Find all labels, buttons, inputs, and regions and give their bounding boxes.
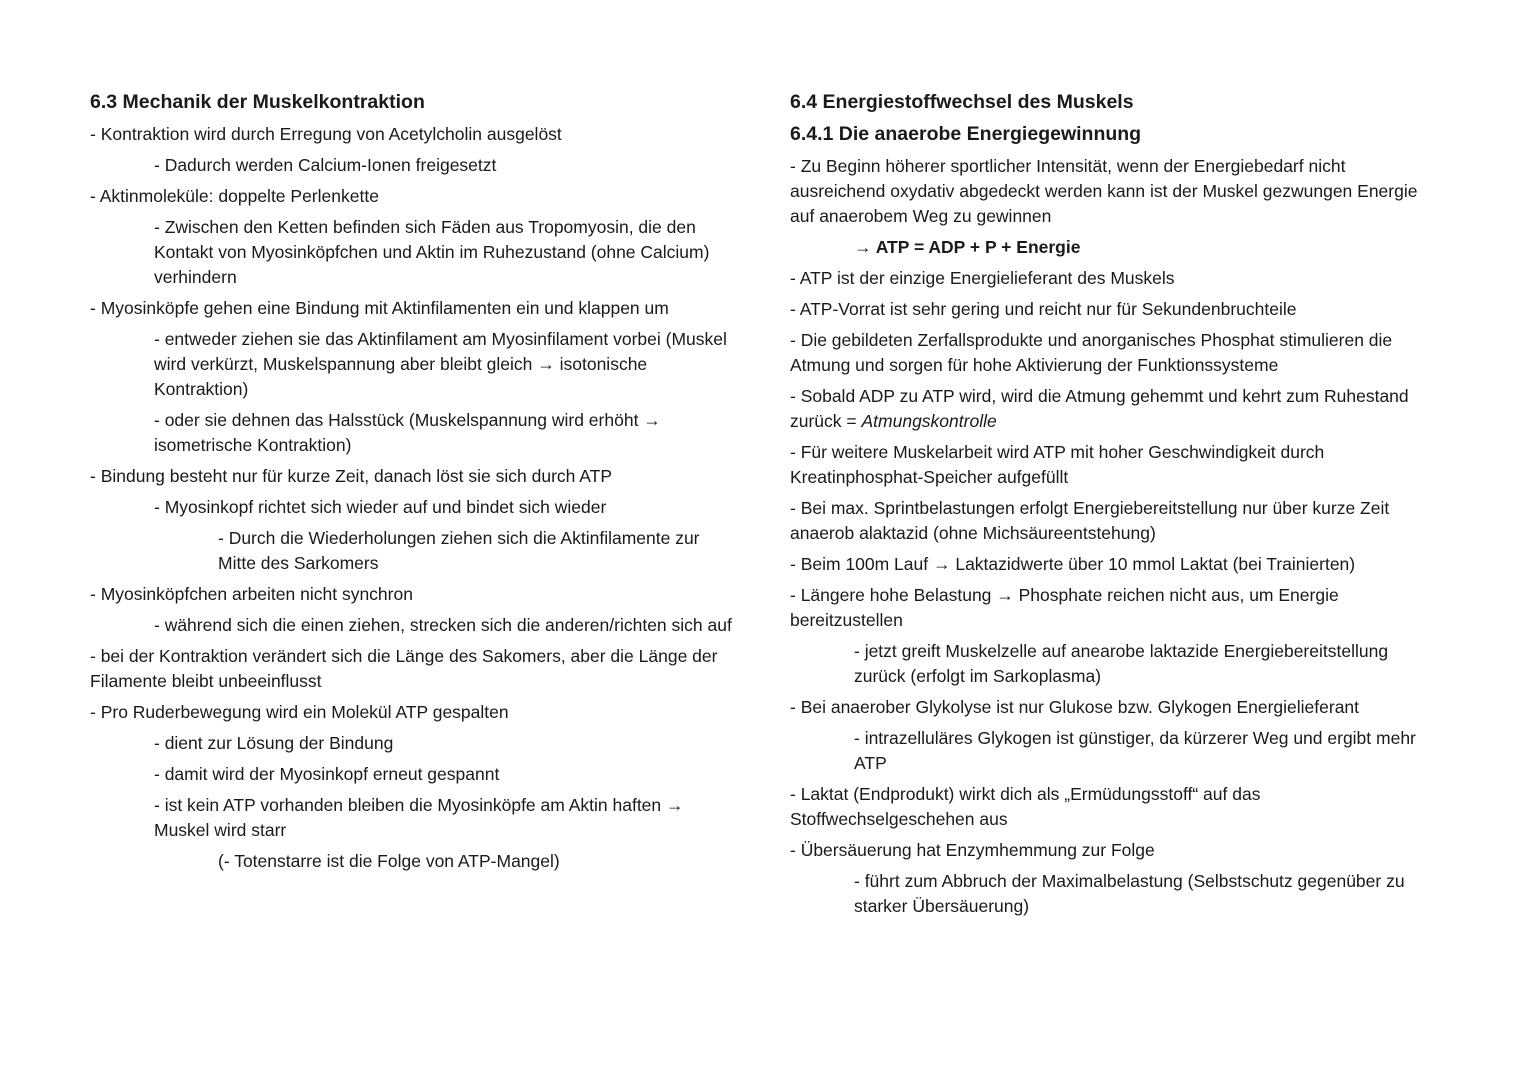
list-item <box>154 327 740 402</box>
list-item-text: - ATP-Vorrat ist sehr gering und reicht nur für Sekundenbruchteile <box>790 299 1297 319</box>
list-item-text: - jetzt greift Muskelzelle auf anearobe laktazide Energiebereitstellung zurück (erfolgt im Sarkoplasma) <box>854 641 1389 686</box>
list-item-text: - oder sie dehnen das Halsstück (Muskelspannung wird erhöht → isometrische Kontraktion) <box>154 410 661 455</box>
list-item-text: - Myosinkopf richtet sich wieder auf und bindet sich wieder <box>154 497 607 517</box>
list-item-text: → ATP = ADP + P + Energie <box>854 237 1081 257</box>
list-item <box>90 464 740 489</box>
list-item <box>790 328 1440 378</box>
section-muscle-mechanics <box>90 90 740 880</box>
list-item <box>154 495 740 520</box>
list-item <box>790 154 1440 229</box>
list-item-text: - Aktinmoleküle: doppelte Perlenkette <box>90 186 379 206</box>
list-item-text: - Myosinköpfchen arbeiten nicht synchron <box>90 584 413 604</box>
list-item <box>90 700 740 725</box>
list-item-text: - Für weitere Muskelarbeit wird ATP mit hoher Geschwindigkeit durch Kreatinphosphat-Speicher aufgefüllt <box>790 442 1325 487</box>
list-item <box>790 440 1440 490</box>
list-item <box>790 782 1440 832</box>
list-item-text: - ATP ist der einzige Energielieferant des Muskels <box>790 268 1175 288</box>
list-item-text: - Längere hohe Belastung → Phosphate reichen nicht aus, um Energie bereitzustellen <box>790 585 1339 630</box>
list-item <box>790 266 1440 291</box>
list-item <box>854 235 1440 260</box>
list-item-text: - Myosinköpfe gehen eine Bindung mit Aktinfilamenten ein und klappen um <box>90 298 669 318</box>
list-item-text: - Zwischen den Ketten befinden sich Fäden aus Tropomyosin, die den Kontakt von Myosinköpfchen und Aktin im Ruhezustand (ohne Calcium) verhindern <box>154 217 710 287</box>
list-item <box>90 122 740 147</box>
list-item <box>90 582 740 607</box>
list-item <box>154 793 740 843</box>
list-item <box>154 613 740 638</box>
list-item-text: - Laktat (Endprodukt) wirkt dich als „Ermüdungsstoff“ auf das Stoffwechselgeschehen aus <box>790 784 1261 829</box>
list-item-text: - Pro Ruderbewegung wird ein Molekül ATP gespalten <box>90 702 509 722</box>
subsection-title: 6.4.1 Die anaerobe Energiegewinnung <box>790 123 1142 145</box>
list-item-text: - Bei max. Sprintbelastungen erfolgt Energiebereitstellung nur über kurze Zeit anaerob alaktazid (ohne Michsäureentstehung) <box>790 498 1390 543</box>
list-item-text: - Übersäuerung hat Enzymhemmung zur Folge <box>790 840 1155 860</box>
list-item-text: - Bindung besteht nur für kurze Zeit, danach löst sie sich durch ATP <box>90 466 613 486</box>
list-item-text: - Zu Beginn höherer sportlicher Intensität, wenn der Energiebedarf nicht ausreichend oxydativ abgedeckt werden kann ist der Muskel gezwungen Energie auf anaerobem Weg zu gewinnen <box>790 156 1418 226</box>
list-item <box>90 184 740 209</box>
list-item <box>154 215 740 290</box>
list-item <box>154 762 740 787</box>
list-item-text: - entweder ziehen sie das Aktinfilament am Myosinfilament vorbei (Muskel wird verkürzt, Muskelspannung aber bleibt gleich → isotonische Kontraktion) <box>154 329 727 399</box>
list-item <box>790 695 1440 720</box>
emphasized-term: Atmungskontrolle <box>861 411 997 431</box>
section-energy-metabolism <box>790 90 1440 925</box>
list-item <box>790 552 1440 577</box>
list-item-text: - intrazelluläres Glykogen ist günstiger, da kürzerer Weg und ergibt mehr ATP <box>854 728 1416 773</box>
list-item <box>790 838 1440 863</box>
list-item-text: - Durch die Wiederholungen ziehen sich die Aktinfilamente zur Mitte des Sarkomers <box>218 528 700 573</box>
list-item-text: - Beim 100m Lauf → Laktazidwerte über 10 mmol Laktat (bei Trainierten) <box>790 554 1356 574</box>
list-item <box>90 644 740 694</box>
section-title: 6.4 Energiestoffwechsel des Muskels <box>790 91 1134 113</box>
list-item <box>854 869 1440 919</box>
list-item-text: - Dadurch werden Calcium-Ionen freigesetzt <box>154 155 497 175</box>
list-item-text: - während sich die einen ziehen, strecken sich die anderen/richten sich auf <box>154 615 732 635</box>
list-item-text: - Sobald ADP zu ATP wird, wird die Atmung gehemmt und kehrt zum Ruhestand zurück = <box>790 386 1409 431</box>
list-item <box>154 153 740 178</box>
list-item-text: - bei der Kontraktion verändert sich die Länge des Sakomers, aber die Länge der Filamente bleibt unbeeinflusst <box>90 646 718 691</box>
list-item-text: - dient zur Lösung der Bindung <box>154 733 394 753</box>
list-item <box>218 849 740 874</box>
list-item <box>790 496 1440 546</box>
list-item <box>790 384 1440 434</box>
list-item-text: - Die gebildeten Zerfallsprodukte und anorganisches Phosphat stimulieren die Atmung und sorgen für hohe Aktivierung der Funktionssysteme <box>790 330 1393 375</box>
list-item-text: - führt zum Abbruch der Maximalbelastung (Selbstschutz gegenüber zu starker Übersäuerung) <box>854 871 1405 916</box>
list-item-text: - ist kein ATP vorhanden bleiben die Myosinköpfe am Aktin haften → Muskel wird starr <box>154 795 684 840</box>
list-item-text: - Kontraktion wird durch Erregung von Acetylcholin ausgelöst <box>90 124 562 144</box>
list-item-text: - Bei anaerober Glykolyse ist nur Glukose bzw. Glykogen Energielieferant <box>790 697 1360 717</box>
list-item <box>790 583 1440 633</box>
list-item <box>218 526 740 576</box>
list-item <box>154 408 740 458</box>
section-title: 6.3 Mechanik der Muskelkontraktion <box>90 91 425 113</box>
list-item <box>854 726 1440 776</box>
list-item <box>90 296 740 321</box>
list-item <box>790 297 1440 322</box>
list-item-text: (- Totenstarre ist die Folge von ATP-Mangel) <box>218 851 560 871</box>
bullet-list <box>90 122 740 874</box>
list-item-text: - damit wird der Myosinkopf erneut gespannt <box>154 764 500 784</box>
list-item <box>154 731 740 756</box>
list-item <box>854 639 1440 689</box>
bullet-list <box>790 154 1440 919</box>
